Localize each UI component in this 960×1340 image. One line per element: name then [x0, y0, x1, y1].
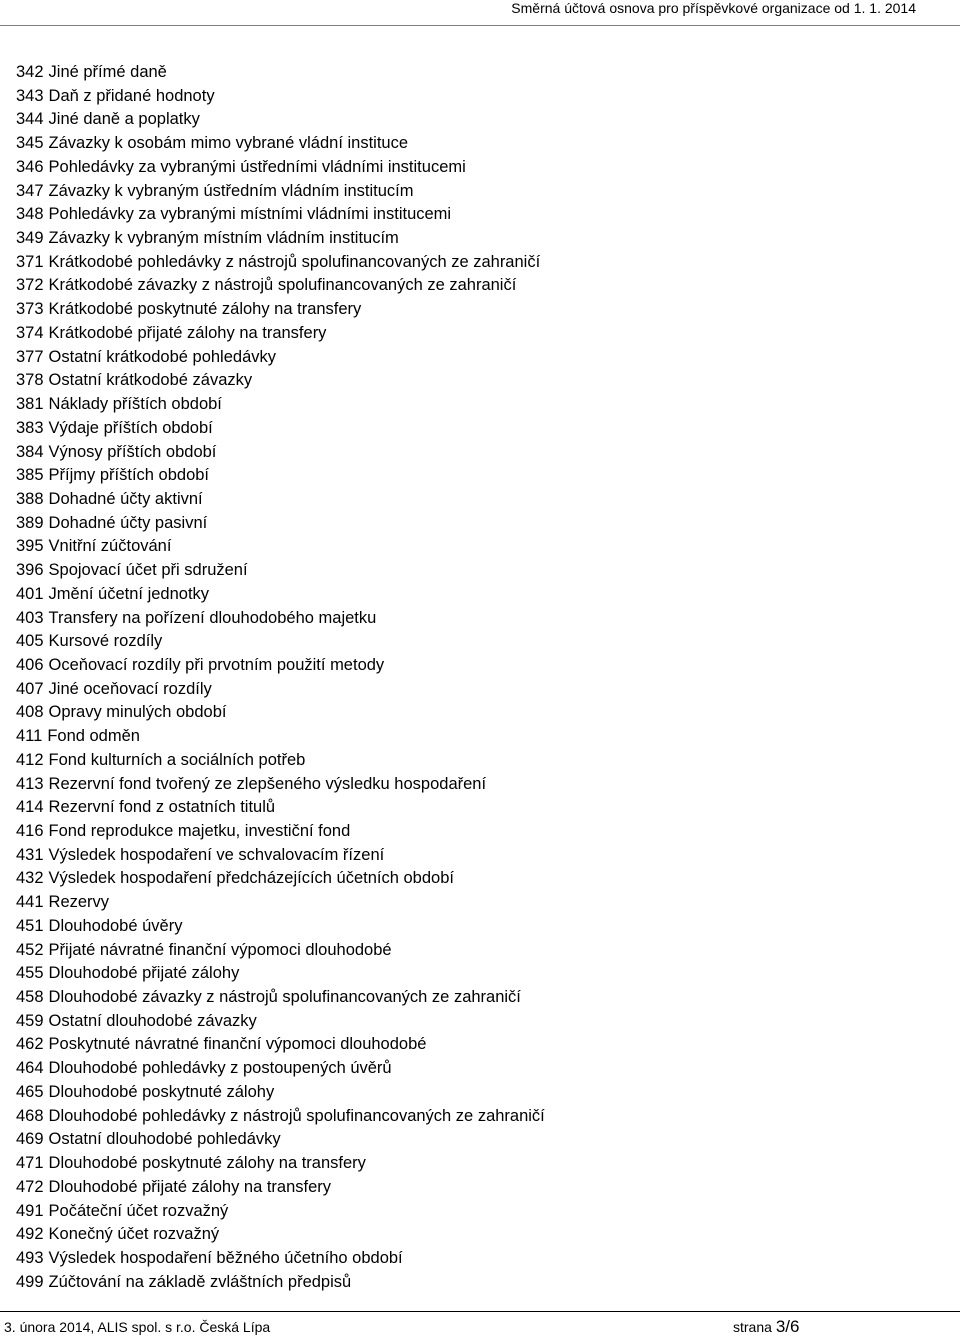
account-code: 499 [16, 1272, 44, 1291]
list-item [16, 203, 545, 227]
account-code: 431 [16, 845, 44, 864]
list-item [16, 464, 545, 488]
list-item [16, 844, 545, 868]
account-code: 344 [16, 110, 44, 129]
list-item [16, 773, 545, 797]
account-name: Ostatní dlouhodobé závazky [48, 1011, 257, 1030]
page-number: 3/6 [775, 1317, 800, 1336]
account-name: Krátkodobé poskytnuté zálohy na transfery [48, 300, 362, 319]
account-code: 459 [16, 1011, 44, 1030]
account-name: Rezervy [48, 893, 110, 912]
account-code: 371 [16, 252, 44, 271]
list-item [16, 1247, 545, 1271]
account-name: Výdaje příštích období [48, 418, 213, 437]
account-code: 408 [16, 703, 44, 722]
account-code: 388 [16, 489, 44, 508]
account-name: Dlouhodobé přijaté zálohy [48, 964, 240, 983]
list-item [16, 132, 545, 156]
account-code: 468 [16, 1106, 44, 1125]
list-item [16, 820, 545, 844]
account-name: Vnitřní zúčtování [48, 537, 172, 556]
list-item [16, 962, 545, 986]
account-name: Krátkodobé závazky z nástrojů spolufinancovaných ze zahraničí [48, 276, 517, 295]
account-name: Ostatní dlouhodobé pohledávky [48, 1130, 281, 1149]
document-title: Směrná účtová osnova pro příspěvkové organizace od 1. 1. 2014 [511, 0, 916, 16]
account-code: 412 [16, 750, 44, 769]
footer-divider [0, 1311, 960, 1312]
account-code: 372 [16, 276, 44, 295]
list-item [16, 749, 545, 773]
account-name: Krátkodobé pohledávky z nástrojů spolufinancovaných ze zahraničí [48, 252, 541, 271]
account-name: Transfery na pořízení dlouhodobého majetku [48, 608, 377, 627]
account-code: 458 [16, 988, 44, 1007]
account-name: Oceňovací rozdíly při prvotním použití metody [48, 655, 385, 674]
account-code: 469 [16, 1130, 44, 1149]
page-label: strana [733, 1319, 772, 1335]
account-name: Počáteční účet rozvažný [48, 1201, 229, 1220]
account-name: Kursové rozdíly [48, 632, 163, 651]
list-item [16, 85, 545, 109]
account-code: 414 [16, 798, 44, 817]
footer-date-company: 3. února 2014, ALIS spol. s r.o. Česká Lípa [4, 1319, 271, 1335]
account-name: Závazky k osobám mimo vybrané vládní instituce [48, 134, 409, 153]
account-name: Ostatní krátkodobé závazky [48, 371, 253, 390]
account-code: 374 [16, 323, 44, 342]
account-code: 416 [16, 822, 44, 840]
account-code: 452 [16, 940, 44, 959]
list-item [16, 1200, 545, 1224]
account-code: 432 [16, 869, 44, 888]
account-code: 378 [16, 371, 44, 390]
list-item [16, 891, 545, 915]
account-code: 396 [16, 561, 44, 580]
account-name: Závazky k vybraným místním vládním institucím [48, 229, 399, 248]
list-item [16, 630, 545, 654]
account-name: Přijaté návratné finanční výpomoci dlouhodobé [48, 940, 392, 959]
account-code: 411 [16, 727, 43, 746]
account-name: Ostatní krátkodobé pohledávky [48, 347, 277, 366]
account-name: Dohadné účty pasivní [48, 513, 208, 532]
account-name: Rezervní fond z ostatních titulů [48, 798, 276, 817]
account-name: Fond odměn [47, 727, 140, 746]
list-item [16, 1152, 545, 1176]
list-item [16, 346, 545, 370]
account-name: Dlouhodobé závazky z nástrojů spolufinancovaných ze zahraničí [48, 988, 521, 1007]
account-name: Výsledek hospodaření běžného účetního období [48, 1248, 403, 1267]
account-code: 401 [16, 584, 44, 603]
list-item [16, 867, 545, 891]
account-name: Dlouhodobé poskytnuté zálohy [48, 1082, 275, 1101]
list-item [16, 393, 545, 417]
account-code: 441 [16, 893, 44, 912]
list-item [16, 512, 545, 536]
list-item [16, 488, 545, 512]
account-code: 345 [16, 134, 44, 153]
account-code: 472 [16, 1177, 44, 1196]
list-item [16, 583, 545, 607]
account-code: 413 [16, 774, 44, 793]
account-name: Fond reprodukce majetku, investiční fond [48, 822, 351, 840]
list-item [16, 915, 545, 939]
list-item [16, 227, 545, 251]
account-name: Dohadné účty aktivní [48, 489, 203, 508]
list-item [16, 986, 545, 1010]
account-code: 383 [16, 418, 44, 437]
list-item [16, 1010, 545, 1034]
header-divider [0, 25, 960, 26]
account-code: 385 [16, 466, 44, 485]
list-item [16, 559, 545, 583]
account-code: 395 [16, 537, 44, 556]
list-item [16, 156, 545, 180]
account-code: 471 [16, 1154, 44, 1173]
account-name: Výnosy příštích období [48, 442, 217, 461]
account-code: 405 [16, 632, 44, 651]
account-name: Fond kulturních a sociálních potřeb [48, 750, 306, 769]
account-code: 455 [16, 964, 44, 983]
account-name: Výsledek hospodaření předcházejících účetních období [48, 869, 454, 888]
list-item [16, 1081, 545, 1105]
account-name: Příjmy příštích období [48, 466, 210, 485]
account-code: 381 [16, 395, 44, 414]
account-name: Opravy minulých období [48, 703, 227, 722]
list-item [16, 701, 545, 725]
account-name: Dlouhodobé pohledávky z postoupených úvěrů [48, 1059, 392, 1078]
account-name: Závazky k vybraným ústředním vládním institucím [48, 181, 414, 200]
account-name: Dlouhodobé úvěry [48, 916, 183, 935]
list-item [16, 274, 545, 298]
list-item [16, 108, 545, 132]
list-item [16, 251, 545, 275]
account-name: Krátkodobé přijaté zálohy na transfery [48, 323, 327, 342]
account-code: 492 [16, 1225, 44, 1244]
list-item [16, 1271, 545, 1295]
account-name: Náklady příštích období [48, 395, 222, 414]
account-name: Pohledávky za vybranými ústředními vládními institucemi [48, 157, 466, 176]
account-code: 493 [16, 1248, 44, 1267]
list-item [16, 1128, 545, 1152]
account-code: 346 [16, 157, 44, 176]
list-item [16, 654, 545, 678]
account-code: 451 [16, 916, 44, 935]
account-code: 349 [16, 229, 44, 248]
account-name: Výsledek hospodaření ve schvalovacím řízení [48, 845, 385, 864]
account-name: Jiné přímé daně [48, 63, 167, 81]
list-item [16, 369, 545, 393]
account-name: Konečný účet rozvažný [48, 1225, 220, 1244]
list-item [16, 939, 545, 963]
account-name: Pohledávky za vybranými místními vládními institucemi [48, 205, 452, 224]
account-code: 348 [16, 205, 44, 224]
account-code: 403 [16, 608, 44, 627]
list-item [16, 607, 545, 631]
list-item [16, 725, 545, 749]
list-item [16, 1223, 545, 1247]
list-item [16, 322, 545, 346]
account-code: 406 [16, 655, 44, 674]
list-item [16, 1176, 545, 1200]
account-code: 465 [16, 1082, 44, 1101]
account-name: Spojovací účet při sdružení [48, 561, 248, 580]
account-name: Dlouhodobé pohledávky z nástrojů spolufinancovaných ze zahraničí [48, 1106, 545, 1125]
account-code: 462 [16, 1035, 44, 1054]
account-name: Jiné oceňovací rozdíly [48, 679, 212, 698]
account-code: 373 [16, 300, 44, 319]
account-code: 347 [16, 181, 44, 200]
account-code: 407 [16, 679, 44, 698]
account-code: 343 [16, 86, 44, 105]
account-list [16, 61, 545, 1294]
account-code: 384 [16, 442, 44, 461]
list-item [16, 417, 545, 441]
list-item [16, 1033, 545, 1057]
account-code: 342 [16, 63, 44, 81]
account-code: 377 [16, 347, 44, 366]
list-item [16, 796, 545, 820]
list-item [16, 298, 545, 322]
account-name: Dlouhodobé přijaté zálohy na transfery [48, 1177, 332, 1196]
account-name: Jmění účetní jednotky [48, 584, 210, 603]
account-name: Dlouhodobé poskytnuté zálohy na transfery [48, 1154, 366, 1173]
account-name: Jiné daně a poplatky [48, 110, 200, 129]
list-item [16, 441, 545, 465]
list-item [16, 535, 545, 559]
account-name: Poskytnuté návratné finanční výpomoci dlouhodobé [48, 1035, 427, 1054]
account-name: Rezervní fond tvořený ze zlepšeného výsledku hospodaření [48, 774, 487, 793]
page-indicator [733, 1317, 799, 1337]
account-code: 464 [16, 1059, 44, 1078]
list-item [16, 678, 545, 702]
list-item [16, 61, 545, 85]
list-item [16, 1057, 545, 1081]
account-name: Zúčtování na základě zvláštních předpisů [48, 1272, 352, 1291]
list-item [16, 1105, 545, 1129]
account-code: 491 [16, 1201, 44, 1220]
account-code: 389 [16, 513, 44, 532]
account-name: Daň z přidané hodnoty [48, 86, 215, 105]
list-item [16, 180, 545, 204]
